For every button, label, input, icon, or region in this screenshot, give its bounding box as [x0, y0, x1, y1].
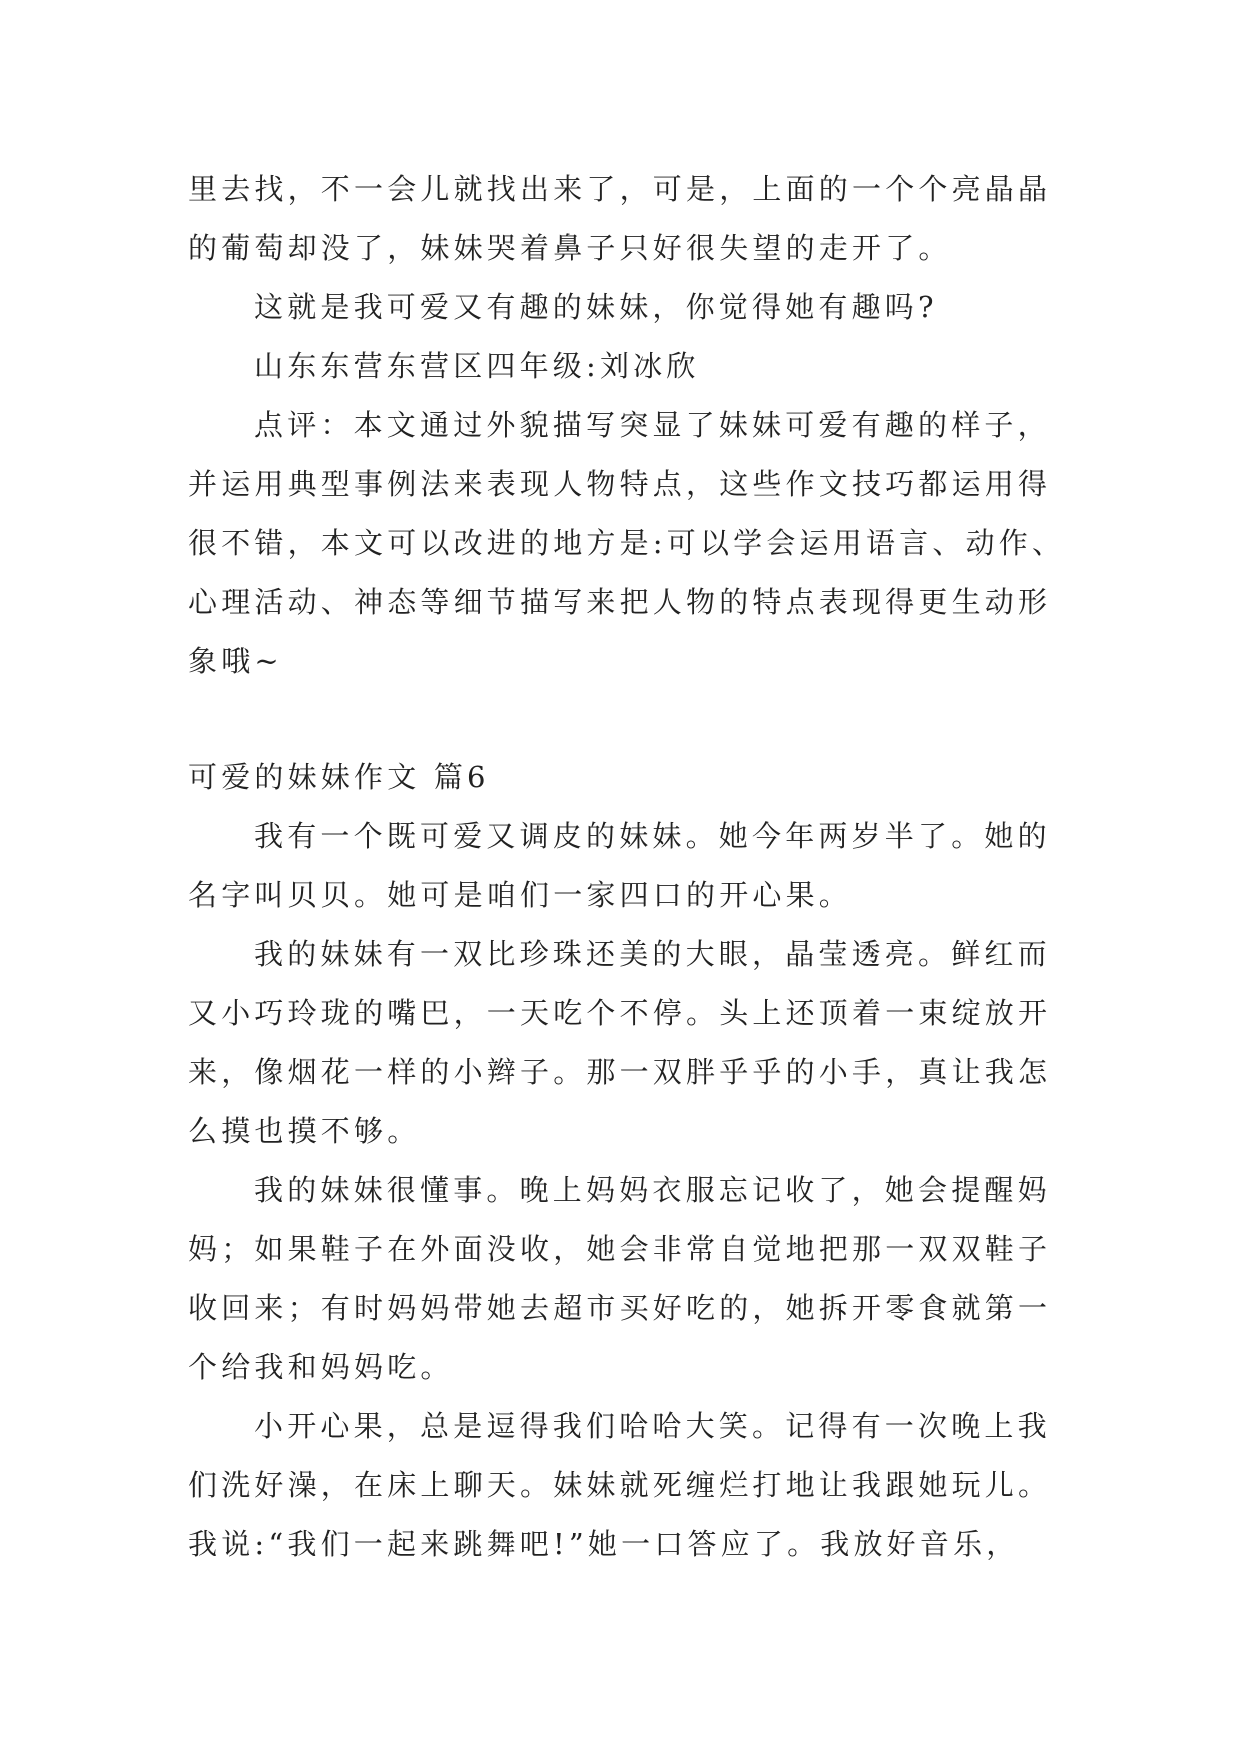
text-line: 我说:“我们一起来跳舞吧!”她一口答应了。我放好音乐， [188, 1527, 1020, 1561]
paragraph-funny [188, 1397, 1068, 1574]
text-line: 名字叫贝贝。她可是咱们一家四口的开心果。 [188, 878, 853, 912]
text-line: 收回来；有时妈妈带她去超市买好吃的，她拆开零食就第一 [188, 1291, 1052, 1325]
text-line: 里去找，不一会儿就找出来了，可是，上面的一个个亮晶晶 [188, 172, 1052, 206]
text-line: 我有一个既可爱又调皮的妹妹。她今年两岁半了。她的 [254, 819, 1051, 853]
text-line: 个给我和妈妈吃。 [188, 1350, 454, 1384]
paragraph-comment [188, 396, 1068, 691]
paragraph-conclusion [188, 278, 1068, 337]
text-line: 我的妹妹很懂事。晚上妈妈衣服忘记收了，她会提醒妈 [254, 1173, 1051, 1207]
document-page [188, 160, 1068, 1574]
text-line: 们洗好澡，在床上聊天。妹妹就死缠烂打地让我跟她玩儿。 [188, 1468, 1052, 1502]
text-line: 并运用典型事例法来表现人物特点，这些作文技巧都运用得 [188, 467, 1052, 501]
essay-title: 可爱的妹妹作文 篇6 [188, 760, 490, 794]
paragraph-appearance [188, 925, 1068, 1161]
text-line: 又小巧玲珑的嘴巴，一天吃个不停。头上还顶着一束绽放开 [188, 996, 1052, 1030]
text-line: 妈；如果鞋子在外面没收，她会非常自觉地把那一双双鞋子 [188, 1232, 1052, 1266]
text-line: 的葡萄却没了，妹妹哭着鼻子只好很失望的走开了。 [188, 231, 952, 265]
text-line: 很不错，本文可以改进的地方是:可以学会运用语言、动作、 [188, 526, 1066, 560]
text-line: 我的妹妹有一双比珍珠还美的大眼，晶莹透亮。鲜红而 [254, 937, 1051, 971]
text-line: 来，像烟花一样的小辫子。那一双胖乎乎的小手，真让我怎 [188, 1055, 1052, 1089]
text-line: 小开心果，总是逗得我们哈哈大笑。记得有一次晚上我 [254, 1409, 1051, 1443]
text-line: 这就是我可爱又有趣的妹妹，你觉得她有趣吗? [254, 290, 938, 324]
text-line: 心理活动、神态等细节描写来把人物的特点表现得更生动形 [188, 585, 1052, 619]
paragraph-grapes [188, 160, 1068, 278]
text-line: 么摸也摸不够。 [188, 1114, 421, 1148]
text-line: 象哦~ [188, 644, 283, 678]
paragraph-intro [188, 807, 1068, 925]
paragraph-sensible [188, 1161, 1068, 1397]
section-gap [188, 691, 1068, 748]
text-line: 点评：本文通过外貌描写突显了妹妹可爱有趣的样子， [254, 408, 1051, 442]
author-line: 山东东营东营区四年级:刘冰欣 [254, 349, 700, 383]
